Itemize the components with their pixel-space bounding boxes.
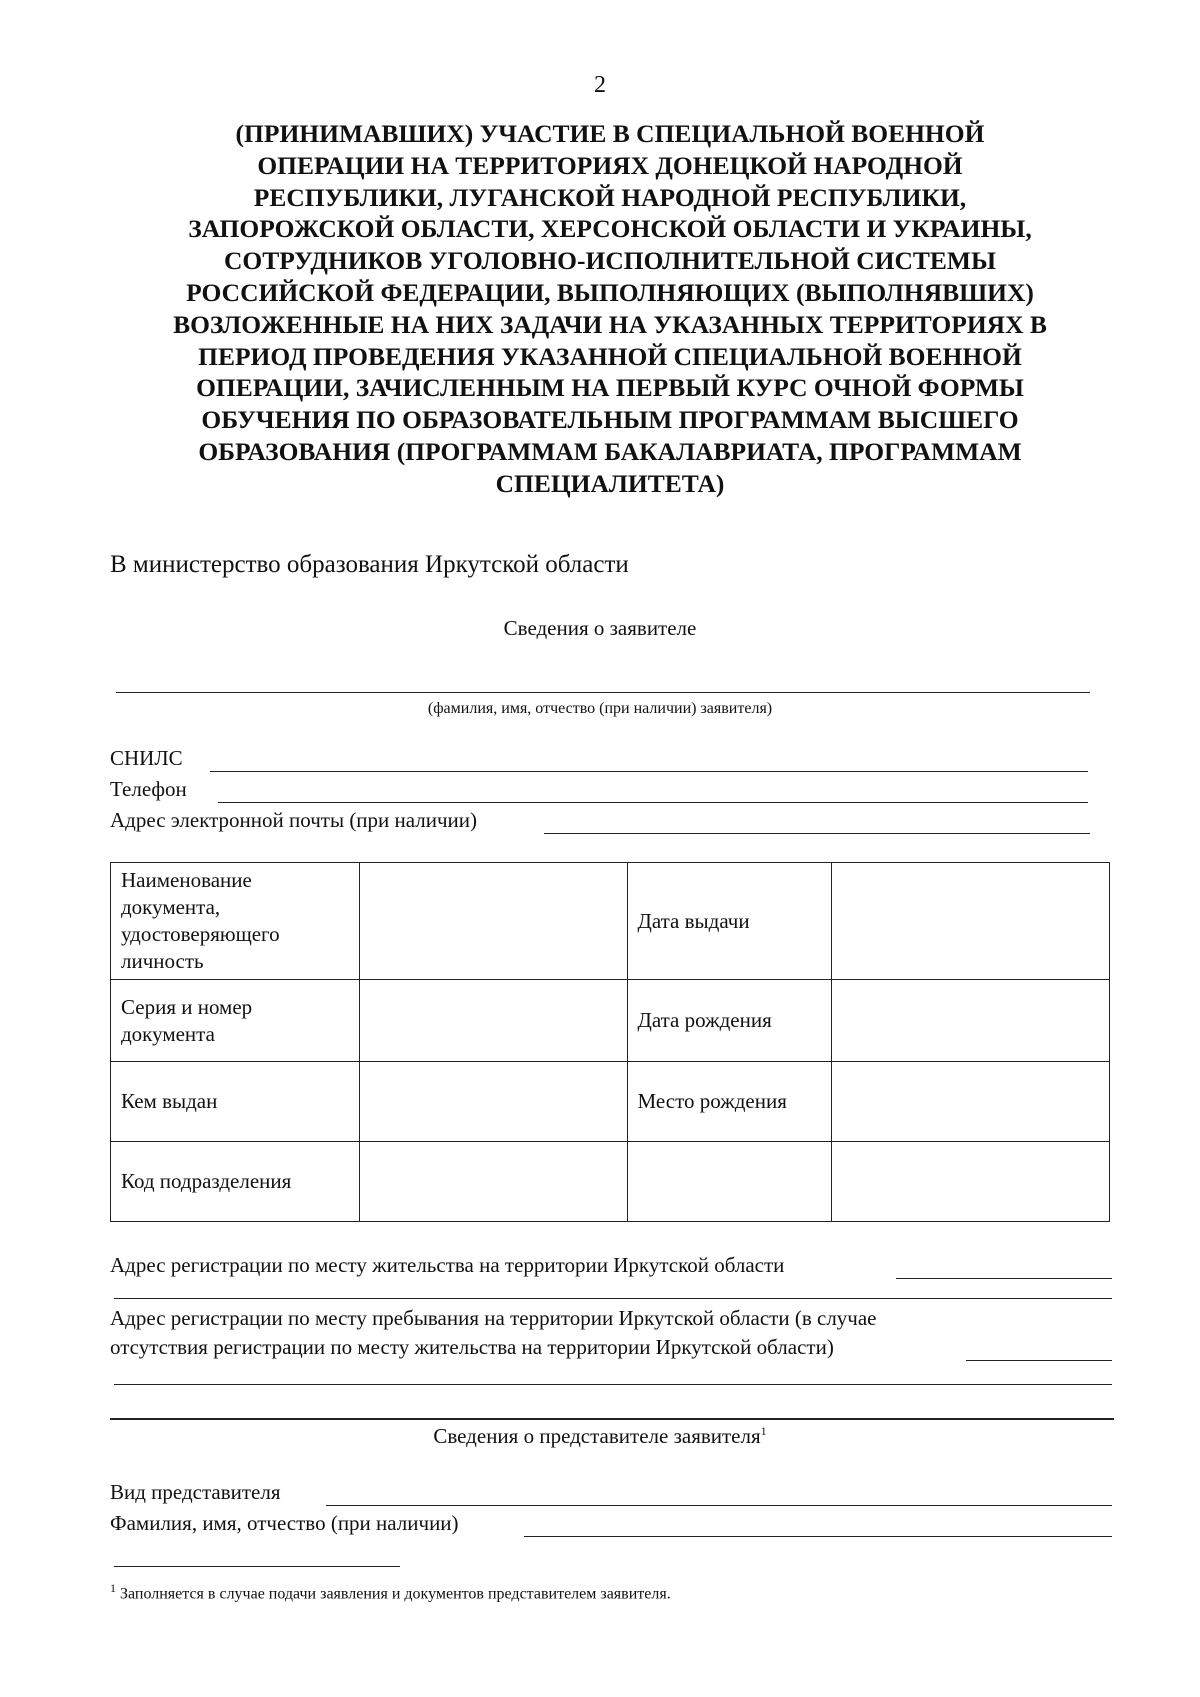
title-line: ВОЗЛОЖЕННЫЕ НА НИХ ЗАДАЧИ НА УКАЗАННЫХ ТЕРРИТОРИЯХ В — [173, 309, 1047, 339]
birth-date-cell[interactable] — [832, 980, 1110, 1062]
separator-rule — [110, 1418, 1114, 1420]
table-row — [111, 1062, 1110, 1142]
applicant-name-caption: (фамилия, имя, отчество (при наличии) заявителя) — [427, 700, 773, 717]
division-code-label: Код подразделения — [111, 1142, 360, 1222]
title-line: ОПЕРАЦИИ, ЗАЧИСЛЕННЫМ НА ПЕРВЫЙ КУРС ОЧНОЙ ФОРМЫ — [196, 373, 1024, 403]
footnote — [110, 1581, 671, 1603]
footnote-text: Заполняется в случае подачи заявления и документов представителем заявителя. — [120, 1585, 671, 1603]
stay-address-line-2[interactable] — [114, 1384, 1112, 1385]
title-line: РЕСПУБЛИКИ, ЛУГАНСКОЙ НАРОДНОЙ РЕСПУБЛИКИ, — [253, 182, 967, 212]
series-number-label: Серия и номер документа — [111, 980, 360, 1062]
empty-cell — [832, 1142, 1110, 1222]
birth-date-label: Дата рождения — [627, 980, 832, 1062]
birth-place-label: Место рождения — [627, 1062, 832, 1142]
birth-place-cell[interactable] — [832, 1062, 1110, 1142]
representative-heading-text: Сведения о представителе заявителя — [433, 1424, 761, 1448]
representative-type-label: Вид представителя — [110, 1480, 281, 1504]
issue-date-label: Дата выдачи — [627, 863, 832, 980]
identity-document-table — [110, 862, 1110, 1222]
stay-address-field[interactable] — [966, 1360, 1112, 1361]
representative-type-field[interactable] — [326, 1505, 1112, 1506]
applicant-section-heading: Сведения о заявителе — [503, 616, 697, 640]
footnote-mark: 1 — [110, 1581, 116, 1595]
stay-address-label-line1: Адрес регистрации по месту пребывания на территории Иркутской области (в случае — [110, 1306, 877, 1330]
issued-by-label: Кем выдан — [111, 1062, 360, 1142]
phone-label: Телефон — [110, 777, 187, 801]
snils-label: СНИЛС — [110, 746, 183, 770]
division-code-cell[interactable] — [359, 1142, 627, 1222]
phone-field[interactable] — [218, 802, 1088, 803]
snils-field[interactable] — [210, 771, 1088, 772]
footnote-reference: 1 — [760, 1424, 767, 1438]
document-name-label: Наименование документа, удостоверяющего личность — [111, 863, 360, 980]
footnote-separator — [114, 1566, 400, 1567]
title-line: СОТРУДНИКОВ УГОЛОВНО-ИСПОЛНИТЕЛЬНОЙ СИСТЕМЫ — [223, 246, 997, 276]
stay-address-label-line2: отсутствия регистрации по месту жительства на территории Иркутской области) — [110, 1335, 834, 1359]
representative-section-heading — [0, 1424, 1200, 1449]
residence-address-label: Адрес регистрации по месту жительства на территории Иркутской области — [110, 1253, 785, 1277]
title-line: ПЕРИОД ПРОВЕДЕНИЯ УКАЗАННОЙ СПЕЦИАЛЬНОЙ ВОЕННОЙ — [198, 341, 1022, 371]
title-line: ОПЕРАЦИИ НА ТЕРРИТОРИЯХ ДОНЕЦКОЙ НАРОДНОЙ — [257, 150, 963, 180]
representative-name-label: Фамилия, имя, отчество (при наличии) — [110, 1511, 459, 1535]
empty-cell — [627, 1142, 832, 1222]
title-line: РОССИЙСКОЙ ФЕДЕРАЦИИ, ВЫПОЛНЯЮЩИХ (ВЫПОЛНЯВШИХ) — [186, 277, 1034, 307]
table-row — [111, 1142, 1110, 1222]
page-number: 2 — [594, 72, 606, 98]
email-field[interactable] — [544, 833, 1090, 834]
title-line: ОБРАЗОВАНИЯ (ПРОГРАММАМ БАКАЛАВРИАТА, ПРОГРАММАМ — [198, 436, 1022, 466]
issued-by-cell[interactable] — [359, 1062, 627, 1142]
table-row — [111, 980, 1110, 1062]
title-line: СПЕЦИАЛИТЕТА) — [495, 468, 725, 498]
residence-address-line-2[interactable] — [114, 1298, 1112, 1299]
addressee: В министерство образования Иркутской области — [110, 551, 629, 578]
document-title — [110, 118, 1110, 500]
document-name-cell[interactable] — [359, 863, 627, 980]
series-number-cell[interactable] — [359, 980, 627, 1062]
issue-date-cell[interactable] — [832, 863, 1110, 980]
title-line: (ПРИНИМАВШИХ) УЧАСТИЕ В СПЕЦИАЛЬНОЙ ВОЕННОЙ — [235, 119, 985, 148]
applicant-name-field[interactable] — [116, 692, 1090, 693]
residence-address-field[interactable] — [896, 1278, 1112, 1279]
email-label: Адрес электронной почты (при наличии) — [110, 808, 478, 832]
title-line: ОБУЧЕНИЯ ПО ОБРАЗОВАТЕЛЬНЫМ ПРОГРАММАМ ВЫСШЕГО — [201, 405, 1019, 435]
table-row — [111, 863, 1110, 980]
representative-name-field[interactable] — [524, 1536, 1112, 1537]
title-line: ЗАПОРОЖСКОЙ ОБЛАСТИ, ХЕРСОНСКОЙ ОБЛАСТИ И УКРАИНЫ, — [188, 214, 1032, 244]
